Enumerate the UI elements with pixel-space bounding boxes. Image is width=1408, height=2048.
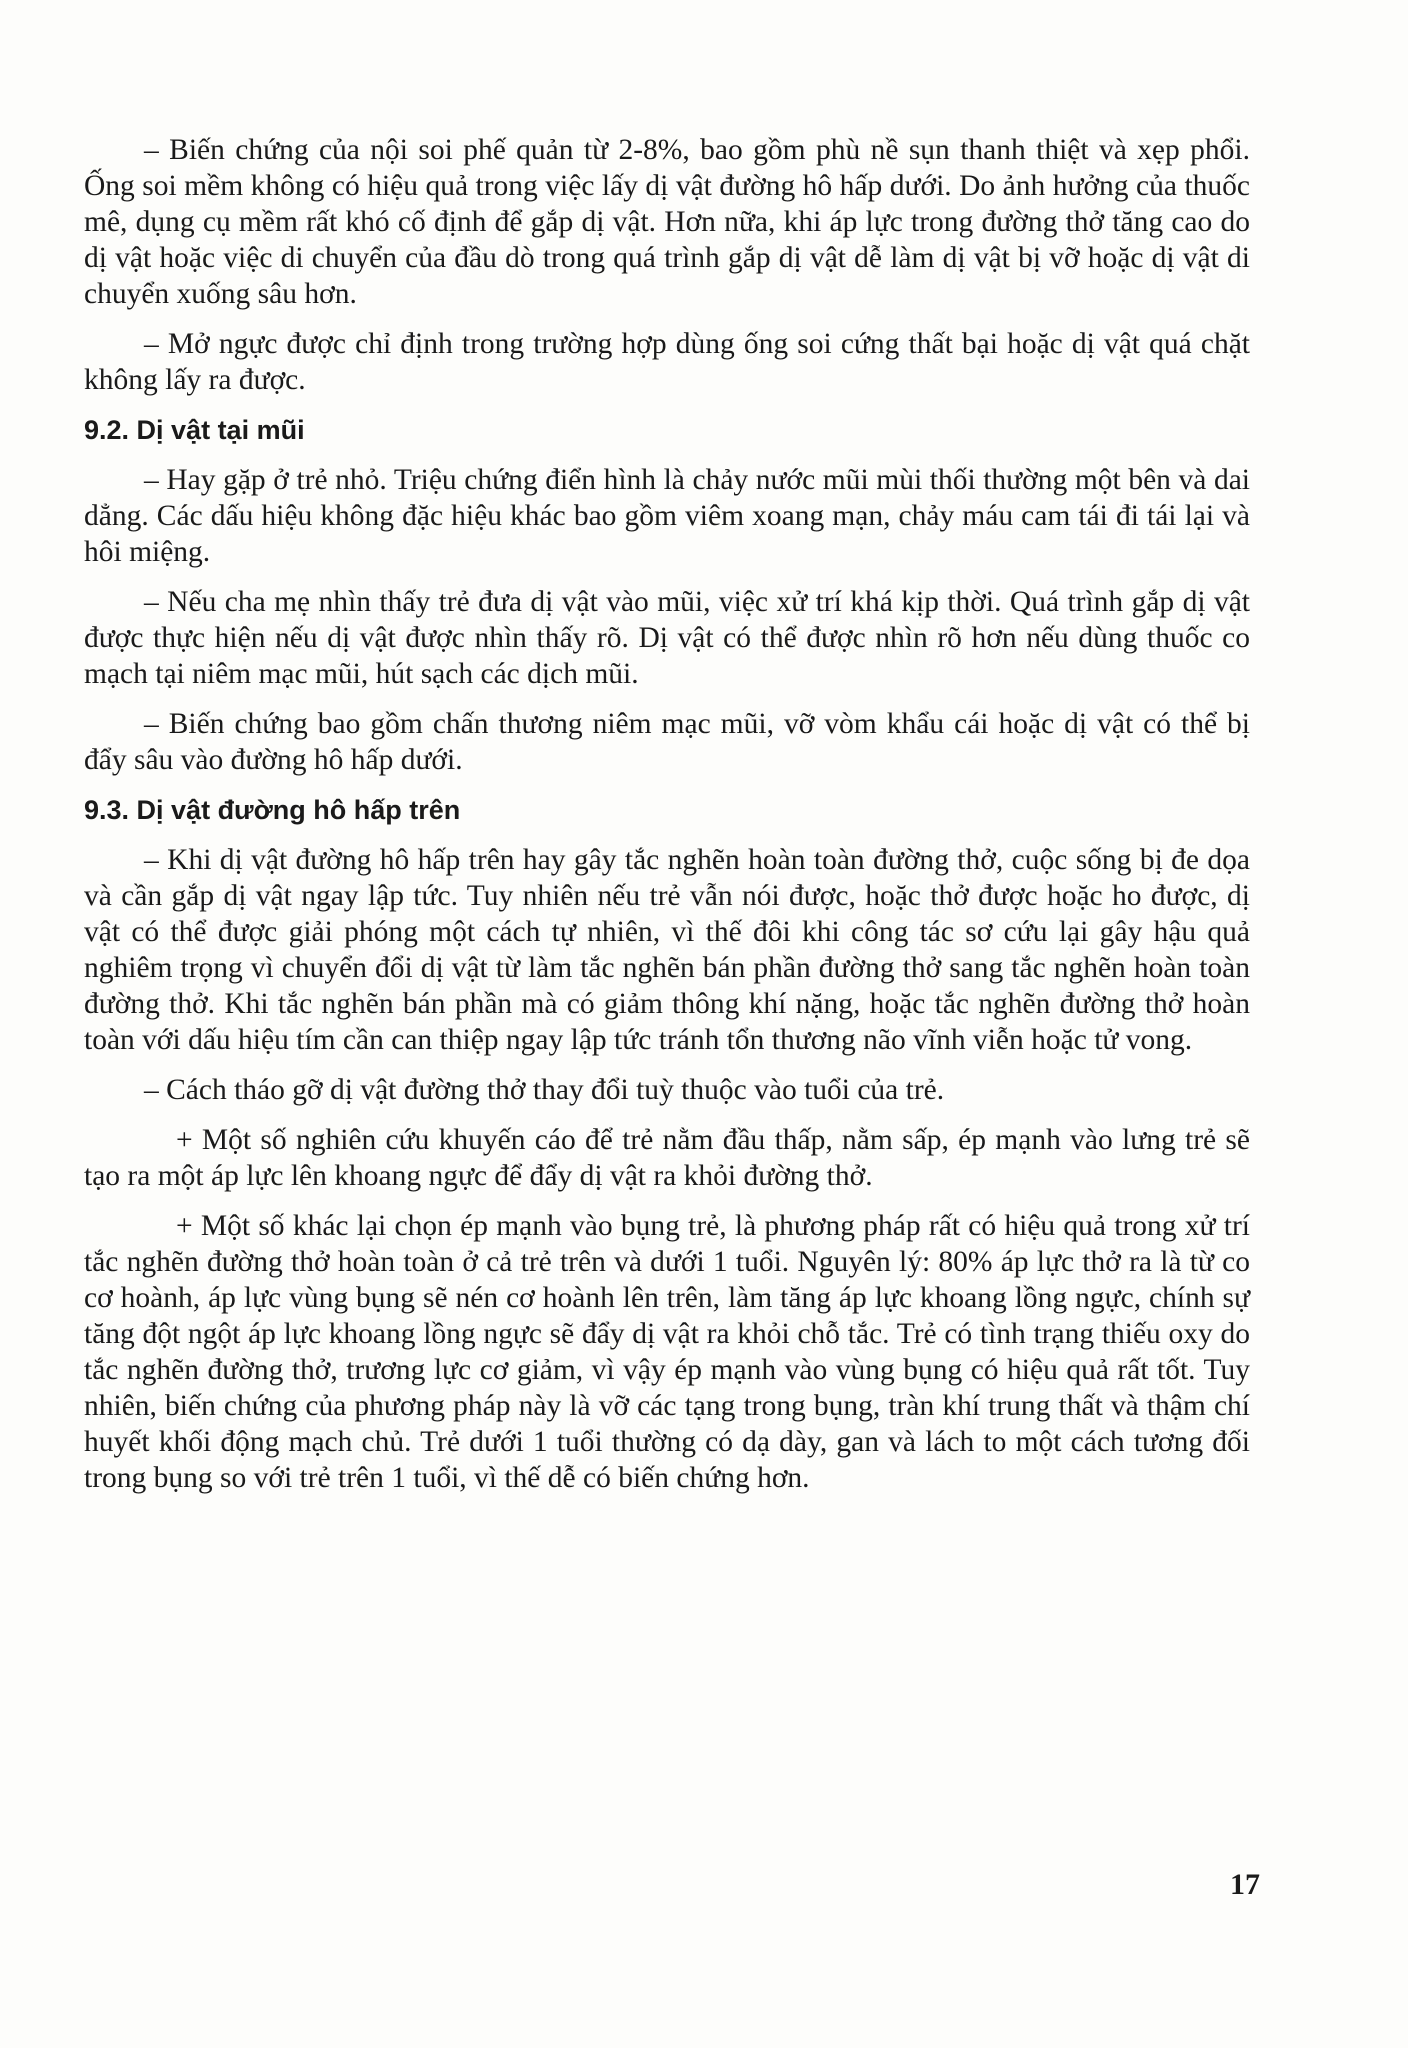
sub-paragraph: + Một số nghiên cứu khuyến cáo để trẻ nằm đầu thấp, nằm sấp, ép mạnh vào lưng trẻ sẽ tạo ra một áp lực lên khoang ngực để đẩy dị vật ra khỏi đường thở. [84,1124,1250,1192]
paragraph: – Khi dị vật đường hô hấp trên hay gây tắc nghẽn hoàn toàn đường thở, cuộc sống bị đe dọa và cần gắp dị vật ngay lập tức. Tuy nhiên nếu trẻ vẫn nói được, hoặc thở được hoặc ho được, dị vật có thể được giải phóng một cách tự nhiên, vì thế đôi khi công tác sơ cứu lại gây hậu quả nghiêm trọng vì chuyển đổi dị vật từ làm tắc nghẽn bán phần đường thở sang tắc nghẽn hoàn toàn đường thở. Khi tắc nghẽn bán phần mà có giảm thông khí nặng, hoặc tắc nghẽn đường thở hoàn toàn với dấu hiệu tím cần can thiệp ngay lập tức tránh tổn thương não vĩnh viễn hoặc tử vong. [84,844,1250,1056]
paragraph: – Biến chứng bao gồm chấn thương niêm mạc mũi, vỡ vòm khẩu cái hoặc dị vật có thể bị đẩy sâu vào đường hô hấp dưới. [84,708,1250,776]
paragraph: – Mở ngực được chỉ định trong trường hợp dùng ống soi cứng thất bại hoặc dị vật quá chặt không lấy ra được. [84,328,1250,396]
page-body [84,132,1250,1510]
paragraph: – Hay gặp ở trẻ nhỏ. Triệu chứng điển hình là chảy nước mũi mùi thối thường một bên và dai dẳng. Các dấu hiệu không đặc hiệu khác bao gồm viêm xoang mạn, chảy máu cam tái đi tái lại và hôi miệng. [84,464,1250,568]
paragraph: – Cách tháo gỡ dị vật đường thở thay đổi tuỳ thuộc vào tuổi của trẻ. [144,1074,945,1106]
paragraph: – Biến chứng của nội soi phế quản từ 2-8%, bao gồm phù nề sụn thanh thiệt và xẹp phổi. Ống soi mềm không có hiệu quả trong việc lấy dị vật đường hô hấp dưới. Do ảnh hưởng của thuốc mê, dụng cụ mềm rất khó cố định để gắp dị vật. Hơn nữa, khi áp lực trong đường thở tăng cao do dị vật hoặc việc di chuyển của đầu dò trong quá trình gắp dị vật dễ làm dị vật bị vỡ hoặc dị vật di chuyển xuống sâu hơn. [84,134,1250,310]
section-heading-9-3: 9.3. Dị vật đường hô hấp trên [84,795,461,825]
sub-paragraph: + Một số khác lại chọn ép mạnh vào bụng trẻ, là phương pháp rất có hiệu quả trong xử trí tắc nghẽn đường thở hoàn toàn ở cả trẻ trên và dưới 1 tuổi. Nguyên lý: 80% áp lực thở ra là từ co cơ hoành, áp lực vùng bụng sẽ nén cơ hoành lên trên, làm tăng áp lực khoang lồng ngực, chính sự tăng đột ngột áp lực khoang lồng ngực sẽ đẩy dị vật ra khỏi chỗ tắc. Trẻ có tình trạng thiếu oxy do tắc nghẽn đường thở, trương lực cơ giảm, vì vậy ép mạnh vào vùng bụng có hiệu quả rất tốt. Tuy nhiên, biến chứng của phương pháp này là vỡ các tạng trong bụng, tràn khí trung thất và thậm chí huyết khối động mạch chủ. Trẻ dưới 1 tuổi thường có dạ dày, gan và lách to một cách tương đối trong bụng so với trẻ trên 1 tuổi, vì thế dễ có biến chứng hơn. [84,1210,1250,1494]
section-heading-9-2: 9.2. Dị vật tại mũi [84,415,305,445]
page-number: 17 [1230,1868,1260,1901]
paragraph: – Nếu cha mẹ nhìn thấy trẻ đưa dị vật vào mũi, việc xử trí khá kịp thời. Quá trình gắp dị vật được thực hiện nếu dị vật được nhìn thấy rõ. Dị vật có thể được nhìn rõ hơn nếu dùng thuốc co mạch tại niêm mạc mũi, hút sạch các dịch mũi. [84,586,1250,690]
